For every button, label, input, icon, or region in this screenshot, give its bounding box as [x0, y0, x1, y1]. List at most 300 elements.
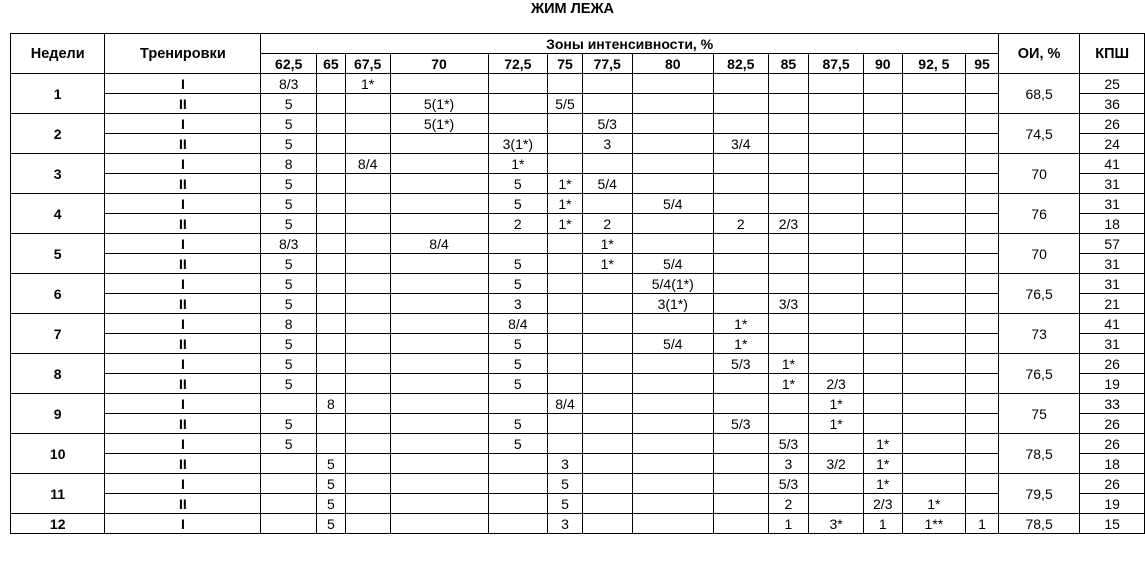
table-row — [11, 234, 1145, 254]
kpsh-cell: 26 — [1080, 474, 1145, 494]
intensity-cell — [316, 174, 345, 194]
intensity-cell — [390, 154, 488, 174]
kpsh-cell: 26 — [1080, 114, 1145, 134]
zone-header-cell: 95 — [966, 54, 999, 74]
intensity-cell: 5 — [488, 434, 548, 454]
training-label: I — [105, 314, 261, 334]
intensity-cell — [390, 394, 488, 414]
intensity-cell — [345, 94, 390, 114]
intensity-cell: 5 — [488, 194, 548, 214]
intensity-cell — [632, 114, 713, 134]
table-row — [11, 454, 1145, 474]
intensity-cell — [582, 154, 632, 174]
intensity-cell — [966, 354, 999, 374]
zone-header-cell: 65 — [316, 54, 345, 74]
intensity-cell: 5/5 — [548, 94, 583, 114]
intensity-cell — [316, 214, 345, 234]
intensity-cell — [345, 254, 390, 274]
intensity-cell — [902, 394, 966, 414]
header-kpsh: КПШ — [1080, 34, 1145, 74]
intensity-cell: 5(1*) — [390, 114, 488, 134]
intensity-cell: 5 — [548, 494, 583, 514]
intensity-cell — [345, 354, 390, 374]
intensity-cell: 1* — [548, 214, 583, 234]
kpsh-cell: 41 — [1080, 154, 1145, 174]
intensity-cell — [809, 494, 864, 514]
intensity-cell — [902, 414, 966, 434]
intensity-cell — [966, 394, 999, 414]
intensity-cell — [390, 514, 488, 534]
header-trainings: Тренировки — [105, 34, 261, 74]
kpsh-cell: 31 — [1080, 174, 1145, 194]
intensity-cell: 5 — [548, 474, 583, 494]
intensity-cell — [863, 294, 902, 314]
intensity-cell — [316, 294, 345, 314]
intensity-cell — [261, 474, 317, 494]
kpsh-cell: 25 — [1080, 74, 1145, 94]
intensity-cell: 1* — [863, 454, 902, 474]
intensity-cell: 5 — [261, 254, 317, 274]
table-row — [11, 314, 1145, 334]
intensity-cell — [390, 414, 488, 434]
intensity-cell: 5 — [261, 294, 317, 314]
intensity-cell — [902, 374, 966, 394]
intensity-cell — [488, 234, 548, 254]
intensity-cell — [713, 174, 768, 194]
intensity-cell — [632, 354, 713, 374]
intensity-cell — [966, 414, 999, 434]
zone-header-cell: 72,5 — [488, 54, 548, 74]
intensity-cell: 5/4 — [582, 174, 632, 194]
intensity-cell: 2 — [582, 214, 632, 234]
intensity-cell: 5 — [316, 474, 345, 494]
intensity-cell: 1* — [863, 434, 902, 454]
week-number: 3 — [11, 154, 105, 194]
intensity-cell: 5/3 — [768, 474, 809, 494]
intensity-cell — [809, 254, 864, 274]
intensity-cell: 1 — [768, 514, 809, 534]
intensity-cell — [809, 194, 864, 214]
table-row — [11, 434, 1145, 454]
table-row — [11, 134, 1145, 154]
intensity-cell: 5/3 — [768, 434, 809, 454]
intensity-cell — [582, 334, 632, 354]
intensity-cell — [632, 74, 713, 94]
intensity-cell — [713, 374, 768, 394]
kpsh-cell: 31 — [1080, 254, 1145, 274]
intensity-cell — [582, 294, 632, 314]
intensity-cell: 2/3 — [768, 214, 809, 234]
intensity-cell: 5/3 — [713, 414, 768, 434]
intensity-cell: 3 — [488, 294, 548, 314]
intensity-cell — [316, 434, 345, 454]
intensity-cell — [316, 194, 345, 214]
intensity-cell — [966, 374, 999, 394]
intensity-cell: 5 — [488, 374, 548, 394]
intensity-cell — [809, 114, 864, 134]
intensity-cell: 2/3 — [863, 494, 902, 514]
intensity-cell: 5 — [261, 414, 317, 434]
intensity-cell — [390, 194, 488, 214]
intensity-cell: 3 — [548, 514, 583, 534]
intensity-cell: 5 — [261, 194, 317, 214]
training-label: II — [105, 254, 261, 274]
intensity-cell: 5/3 — [582, 114, 632, 134]
kpsh-cell: 18 — [1080, 214, 1145, 234]
intensity-cell — [345, 134, 390, 154]
intensity-cell — [966, 454, 999, 474]
intensity-cell — [713, 234, 768, 254]
intensity-cell — [863, 214, 902, 234]
intensity-cell — [548, 234, 583, 254]
intensity-cell — [390, 374, 488, 394]
intensity-cell — [902, 94, 966, 114]
kpsh-cell: 26 — [1080, 354, 1145, 374]
intensity-cell — [632, 174, 713, 194]
table-row — [11, 374, 1145, 394]
intensity-cell: 2 — [713, 214, 768, 234]
intensity-cell: 1* — [809, 414, 864, 434]
training-label: II — [105, 174, 261, 194]
intensity-cell — [582, 74, 632, 94]
intensity-cell — [902, 254, 966, 274]
intensity-cell — [809, 294, 864, 314]
intensity-cell — [345, 314, 390, 334]
intensity-cell: 1* — [809, 394, 864, 414]
intensity-cell — [316, 274, 345, 294]
intensity-cell — [316, 314, 345, 334]
intensity-cell — [863, 194, 902, 214]
intensity-cell: 5 — [316, 514, 345, 534]
intensity-cell — [902, 474, 966, 494]
intensity-cell: 8/4 — [390, 234, 488, 254]
intensity-cell — [345, 374, 390, 394]
intensity-cell: 5/3 — [713, 354, 768, 374]
intensity-cell: 1* — [863, 474, 902, 494]
intensity-cell — [316, 354, 345, 374]
intensity-cell — [966, 154, 999, 174]
kpsh-cell: 31 — [1080, 334, 1145, 354]
intensity-cell — [261, 514, 317, 534]
training-label: I — [105, 154, 261, 174]
intensity-cell — [809, 154, 864, 174]
intensity-cell: 1 — [966, 514, 999, 534]
intensity-cell: 8 — [261, 314, 317, 334]
intensity-cell — [768, 234, 809, 254]
intensity-cell: 1* — [488, 154, 548, 174]
intensity-cell — [390, 294, 488, 314]
training-table — [10, 33, 1145, 534]
training-label: I — [105, 74, 261, 94]
intensity-cell — [713, 274, 768, 294]
intensity-cell: 8/3 — [261, 74, 317, 94]
intensity-cell — [632, 234, 713, 254]
intensity-cell — [390, 134, 488, 154]
intensity-cell — [902, 454, 966, 474]
intensity-cell: 8/4 — [548, 394, 583, 414]
intensity-cell — [713, 474, 768, 494]
training-label: II — [105, 454, 261, 474]
intensity-cell — [966, 254, 999, 274]
intensity-cell — [863, 334, 902, 354]
table-row — [11, 294, 1145, 314]
intensity-cell: 8 — [261, 154, 317, 174]
intensity-cell — [345, 514, 390, 534]
table-row — [11, 494, 1145, 514]
week-number: 12 — [11, 514, 105, 534]
intensity-cell — [713, 454, 768, 474]
oi-cell: 78,5 — [998, 514, 1079, 534]
oi-cell: 78,5 — [998, 434, 1079, 474]
zone-header-cell: 90 — [863, 54, 902, 74]
oi-cell: 75 — [998, 394, 1079, 434]
intensity-cell — [316, 414, 345, 434]
table-row — [11, 94, 1145, 114]
zone-header-cell: 77,5 — [582, 54, 632, 74]
header-weeks: Недели — [11, 34, 105, 74]
oi-cell: 76 — [998, 194, 1079, 234]
intensity-cell — [863, 414, 902, 434]
intensity-cell — [768, 154, 809, 174]
intensity-cell — [261, 454, 317, 474]
intensity-cell — [809, 234, 864, 254]
week-number: 11 — [11, 474, 105, 514]
intensity-cell — [966, 334, 999, 354]
intensity-cell — [809, 174, 864, 194]
week-number: 8 — [11, 354, 105, 394]
intensity-cell — [809, 354, 864, 374]
table-row — [11, 394, 1145, 414]
intensity-cell — [863, 114, 902, 134]
intensity-cell — [345, 334, 390, 354]
training-label: II — [105, 134, 261, 154]
intensity-cell — [713, 74, 768, 94]
table-row — [11, 74, 1145, 94]
intensity-cell — [966, 474, 999, 494]
intensity-cell — [966, 274, 999, 294]
oi-cell: 76,5 — [998, 354, 1079, 394]
oi-cell: 74,5 — [998, 114, 1079, 154]
intensity-cell — [768, 274, 809, 294]
intensity-cell — [488, 494, 548, 514]
intensity-cell — [548, 114, 583, 134]
intensity-cell — [632, 134, 713, 154]
intensity-cell — [488, 394, 548, 414]
intensity-cell: 5 — [261, 334, 317, 354]
intensity-cell — [966, 74, 999, 94]
intensity-cell: 3(1*) — [488, 134, 548, 154]
table-row — [11, 354, 1145, 374]
intensity-cell — [548, 314, 583, 334]
intensity-cell — [966, 114, 999, 134]
intensity-cell — [345, 274, 390, 294]
intensity-cell — [966, 234, 999, 254]
intensity-cell — [632, 434, 713, 454]
intensity-cell — [316, 74, 345, 94]
intensity-cell: 5/4 — [632, 194, 713, 214]
header-oi: ОИ, % — [998, 34, 1079, 74]
intensity-cell — [548, 374, 583, 394]
week-number: 1 — [11, 74, 105, 114]
intensity-cell: 5 — [488, 274, 548, 294]
intensity-cell — [316, 94, 345, 114]
intensity-cell — [902, 214, 966, 234]
week-number: 6 — [11, 274, 105, 314]
zone-header-cell: 87,5 — [809, 54, 864, 74]
intensity-cell: 5 — [488, 354, 548, 374]
table-row — [11, 194, 1145, 214]
intensity-cell — [390, 214, 488, 234]
intensity-cell: 1* — [902, 494, 966, 514]
intensity-cell: 1 — [863, 514, 902, 534]
intensity-cell — [713, 94, 768, 114]
table-row — [11, 514, 1145, 534]
intensity-cell — [548, 274, 583, 294]
intensity-cell — [261, 394, 317, 414]
intensity-cell: 5 — [488, 254, 548, 274]
intensity-cell — [713, 114, 768, 134]
intensity-cell — [768, 314, 809, 334]
intensity-cell: 2 — [768, 494, 809, 514]
oi-cell: 76,5 — [998, 274, 1079, 314]
intensity-cell — [548, 414, 583, 434]
kpsh-cell: 19 — [1080, 374, 1145, 394]
intensity-cell — [966, 314, 999, 334]
intensity-cell — [713, 434, 768, 454]
intensity-cell: 2/3 — [809, 374, 864, 394]
intensity-cell: 3 — [768, 454, 809, 474]
kpsh-cell: 41 — [1080, 314, 1145, 334]
week-number: 5 — [11, 234, 105, 274]
intensity-cell — [863, 134, 902, 154]
intensity-cell: 5/4(1*) — [632, 274, 713, 294]
intensity-cell: 1* — [548, 174, 583, 194]
intensity-cell — [768, 254, 809, 274]
intensity-cell: 1* — [582, 234, 632, 254]
intensity-cell — [345, 454, 390, 474]
kpsh-cell: 18 — [1080, 454, 1145, 474]
intensity-cell: 1** — [902, 514, 966, 534]
oi-cell: 79,5 — [998, 474, 1079, 514]
intensity-cell — [390, 174, 488, 194]
intensity-cell — [902, 74, 966, 94]
week-number: 10 — [11, 434, 105, 474]
training-label: II — [105, 374, 261, 394]
training-label: I — [105, 114, 261, 134]
table-row — [11, 214, 1145, 234]
intensity-cell — [632, 214, 713, 234]
week-number: 2 — [11, 114, 105, 154]
intensity-cell — [809, 314, 864, 334]
intensity-cell — [548, 254, 583, 274]
oi-cell: 70 — [998, 154, 1079, 194]
intensity-cell: 5 — [261, 174, 317, 194]
kpsh-cell: 36 — [1080, 94, 1145, 114]
kpsh-cell: 19 — [1080, 494, 1145, 514]
intensity-cell — [261, 494, 317, 514]
training-label: I — [105, 194, 261, 214]
table-row — [11, 114, 1145, 134]
intensity-cell — [768, 134, 809, 154]
intensity-cell: 5 — [316, 454, 345, 474]
intensity-cell — [548, 134, 583, 154]
intensity-cell — [809, 214, 864, 234]
table-row — [11, 274, 1145, 294]
intensity-cell — [809, 134, 864, 154]
intensity-cell — [902, 354, 966, 374]
training-label: I — [105, 274, 261, 294]
intensity-cell — [713, 394, 768, 414]
training-label: II — [105, 294, 261, 314]
intensity-cell: 2 — [488, 214, 548, 234]
training-label: II — [105, 494, 261, 514]
intensity-cell — [582, 354, 632, 374]
intensity-cell — [809, 434, 864, 454]
intensity-cell: 3 — [582, 134, 632, 154]
intensity-cell — [390, 314, 488, 334]
intensity-cell: 3/3 — [768, 294, 809, 314]
intensity-cell — [902, 334, 966, 354]
intensity-cell — [713, 514, 768, 534]
intensity-cell — [316, 334, 345, 354]
intensity-cell — [713, 294, 768, 314]
intensity-cell — [390, 474, 488, 494]
intensity-cell — [809, 474, 864, 494]
intensity-cell — [390, 354, 488, 374]
intensity-cell — [488, 74, 548, 94]
intensity-cell — [488, 514, 548, 534]
intensity-cell — [768, 194, 809, 214]
table-row — [11, 474, 1145, 494]
intensity-cell: 1* — [345, 74, 390, 94]
training-label: II — [105, 214, 261, 234]
intensity-cell — [768, 114, 809, 134]
intensity-cell — [768, 94, 809, 114]
intensity-cell — [488, 474, 548, 494]
intensity-cell — [966, 174, 999, 194]
kpsh-cell: 33 — [1080, 394, 1145, 414]
intensity-cell — [390, 274, 488, 294]
intensity-cell — [345, 194, 390, 214]
intensity-cell — [582, 474, 632, 494]
intensity-cell — [548, 294, 583, 314]
kpsh-cell: 31 — [1080, 274, 1145, 294]
zone-header-cell: 70 — [390, 54, 488, 74]
week-number: 4 — [11, 194, 105, 234]
intensity-cell — [345, 494, 390, 514]
intensity-cell — [316, 234, 345, 254]
zone-header-cell: 80 — [632, 54, 713, 74]
zone-header-cell: 67,5 — [345, 54, 390, 74]
intensity-cell — [345, 234, 390, 254]
intensity-cell — [863, 94, 902, 114]
header-zones: Зоны интенсивности, % — [261, 34, 999, 54]
intensity-cell — [632, 94, 713, 114]
intensity-cell — [632, 514, 713, 534]
intensity-cell: 1* — [582, 254, 632, 274]
intensity-cell — [390, 74, 488, 94]
intensity-cell — [582, 194, 632, 214]
intensity-cell — [582, 414, 632, 434]
kpsh-cell: 21 — [1080, 294, 1145, 314]
table-row — [11, 414, 1145, 434]
intensity-cell — [316, 134, 345, 154]
intensity-cell: 8/3 — [261, 234, 317, 254]
zone-header-cell: 85 — [768, 54, 809, 74]
intensity-cell — [390, 254, 488, 274]
week-number: 7 — [11, 314, 105, 354]
training-label: I — [105, 474, 261, 494]
